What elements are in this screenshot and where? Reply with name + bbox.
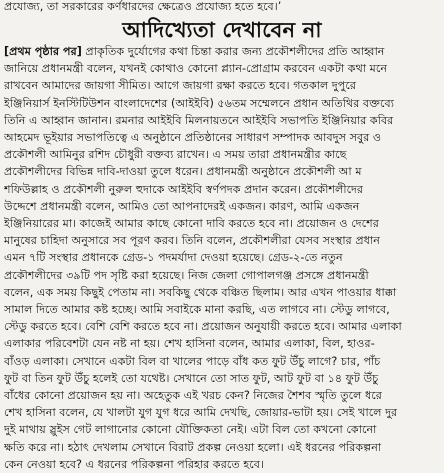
body-line: প্রকৌশলীদের ৩৯টি পদ সৃষ্টি করা হয়েছে। নিজ জেলা গোপালগঞ্জ প্রসঙ্গে প্রধানমন্ত্রী <box>4 268 369 282</box>
body-line: বাঁওড় এলাকা। সেখানে একটা বিল বা খালের পাড়ে বাঁধ কত ফুট উঁচু লাগে? চার, পাঁচ <box>4 354 381 368</box>
body-line: প্রকৌশলীদের বিভিন্ন দাবি-দাওয়া তুলে ধরেন। প্রধানমন্ত্রী অনুষ্ঠানে প্রকৌশলী আ ম <box>4 165 362 179</box>
body-line: প্রকৌশলী আমিনুর রশিদ চৌধুরী বক্তব্য রাখেন। এ সময় তারা প্রধানমন্ত্রীর কাছে <box>4 148 347 162</box>
body-line: তিনি এ আহ্বান জানান। রমনার আইইবি মিলনায়তনে আইইবি সভাপতি ইঞ্জিনিয়ার কবির <box>4 113 394 127</box>
previous-paragraph-line: প্রযোজ্য, তা সরকারের কর্ণধারদের ক্ষেত্রেও প্রযোজ্য হতে হবে।’ <box>4 0 282 13</box>
headline: আদিখ্যেতা দেখাবেন না <box>122 18 322 42</box>
body-line: উদ্দেশে প্রধানমন্ত্রী বলেন, আমিও তো আপনাদেরই একজন। কারণ, আমি একজন <box>4 199 360 213</box>
body-line: এমন ৭টি সংস্থার প্রধানকে গ্রেড-১ পদমর্যাদা দেওয়া হয়েছে। গ্রেড-২-তে নতুন <box>4 251 343 265</box>
body-line: স্টেডু করতে হবে। বেশি বেশি করতে হবে না। প্রয়োজন অনুযায়ী করতে হবে। আমার এলাকা <box>4 320 402 334</box>
body-line: ক্ষতি করে না। হঠাৎ দেখলাম সেখানে বিরাট প্রকল্প নেওয়া হলো। এই ধরনের পরিকল্পনা <box>4 440 382 454</box>
body-line: [প্রথম পৃষ্ঠার পর] প্রাকৃতিক দুর্যোগের কথা চিন্তা করার জন্য প্রকৌশলীদের প্রতি আহ্বান <box>4 45 385 58</box>
body-line: বাঁধের কোনো প্রয়োজন হয় না। অহেতুক এই খরচ কেন? নিজের শৈশব স্মৃতি তুলে ধরে <box>4 389 382 403</box>
body-line: শফিউল্লাহ ও প্রকৌশলী নুরুল হুদাকে আইইবি স্বর্ণপদক প্রদান করেন। প্রকৌশলীদের <box>4 182 364 196</box>
lead-label: [প্রথম পৃষ্ঠার পর] <box>4 45 82 58</box>
body-line: ইঞ্জিনিয়ারের মা। কাজেই আমার কাছে কোনো দাবি করতে হবে না। প্রয়োজন ও দেশের <box>4 217 379 231</box>
body-line: বলেন, এক সময় কিছুই পেতাম না। সবকিছু থেকে বঞ্চিত ছিলাম। আর এখন পাওয়ার ধাক্কা <box>4 285 397 299</box>
body-line: আহমেদ ভূইয়ার সভাপতিত্বে এ অনুষ্ঠানে প্রতিষ্ঠানের সাধারণ সম্পাদক আবদুস সবুর ও <box>4 131 382 145</box>
body-line: কেন নেওয়া হবে? এ ধরনের পরিকল্পনা পরিহার করতে হবে। <box>4 457 264 471</box>
body-line: এলাকার পরিবেশটা যেন নষ্ট না হয়। শেখ হাসিনা বলেন, আমার এলাকা, বিল, হাওর- <box>4 337 375 351</box>
body-line: রাখবেন আমাদের জায়গা সীমিত। আগে জায়গা রক্ষা করতে হবে। গতকাল দুপুরে <box>4 79 357 93</box>
article-body <box>4 43 440 473</box>
body-line: জানিয়ে প্রধানমন্ত্রী বলেন, যখনই কোথাও কোনো প্ল্যান-প্রোগ্রাম করবেন একটা কথা মনে <box>4 62 388 76</box>
body-line: দুই মাথায় স্লুইস গেট লাগানোর কোনো যৌক্তিকতা নেই। এটা বিল তো কখনো কোনো <box>4 423 377 437</box>
body-line: ইঞ্জিনিয়ার্স ইনস্টিটিউশন বাংলাদেশের (আইইবি) ৫৬তম সম্মেলনে প্রধান অতিথির বক্তব্যে <box>4 96 394 110</box>
body-line: ফুট বা তিন ফুট উঁচু হলেই তো যথেষ্ট। সেখানে তো সাত ফুট, আট ফুট বা ১৪ ফুট উঁচু <box>4 371 379 385</box>
body-line: সামাল দিতে আমার কষ্ট হচ্ছে। আমি সবাইকে মানা করছি, এত লাগবে না। স্টেডু লাগবে, <box>4 303 390 317</box>
body-line: মানুষের চাহিদা অনুসারে সব পূরণ করব। তিনি বলেন, প্রকৌশলীরা যেসব সংস্থার প্রধান <box>4 234 380 248</box>
body-line: শেখ হাসিনা বলেন, যে খালটা যুগ যুগ ধরে আমি দেখছি, জোয়ার-ভাটা হয়। সেই খালে দুর <box>4 406 398 420</box>
